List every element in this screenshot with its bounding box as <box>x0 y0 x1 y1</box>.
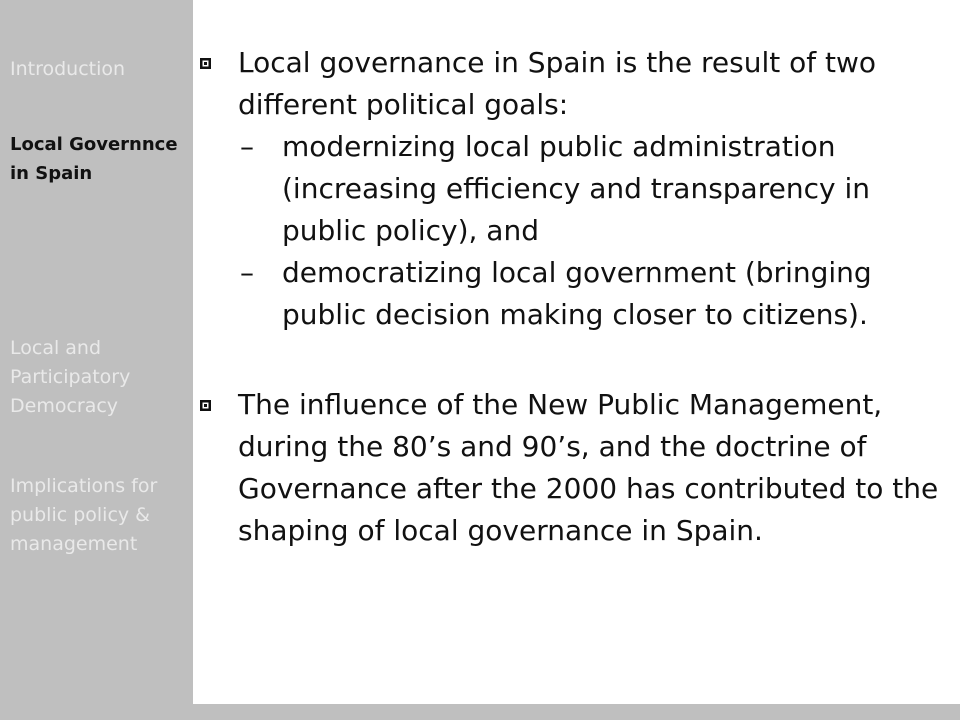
bullet-text: The influence of the New Public Management, during the 80’s and 90’s, and the doctrine of Governance after the 2000 has contributed to the shaping of local governance in Spain. <box>238 388 939 547</box>
dash-marker: – <box>240 256 254 289</box>
bullet-text: Local governance in Spain is the result of two different political goals: <box>238 46 877 121</box>
sub-bullet-text: modernizing local public administration (increasing efficiency and transparency in public policy), and <box>282 130 870 247</box>
square-bullet-icon <box>198 56 213 71</box>
square-bullet-icon <box>198 398 213 413</box>
sidebar <box>0 0 193 720</box>
slide-content <box>198 42 954 552</box>
footer-band <box>193 704 960 720</box>
sidebar-item-local-governance[interactable]: Local Governnce in Spain <box>10 134 178 184</box>
sub-bullet-text: democratizing local government (bringing public decision making closer to citizens). <box>282 256 872 331</box>
sidebar-item-introduction[interactable]: Introduction <box>10 58 126 80</box>
bullet-item <box>198 384 954 552</box>
bullet-item <box>198 42 954 126</box>
sub-bullet-item <box>198 126 954 252</box>
sub-bullet-item <box>198 252 954 336</box>
sidebar-item-implications[interactable]: Implications for public policy & management <box>10 475 158 555</box>
dash-marker: – <box>240 130 254 163</box>
sidebar-item-participatory-democracy[interactable]: Local and Participatory Democracy <box>10 337 131 417</box>
